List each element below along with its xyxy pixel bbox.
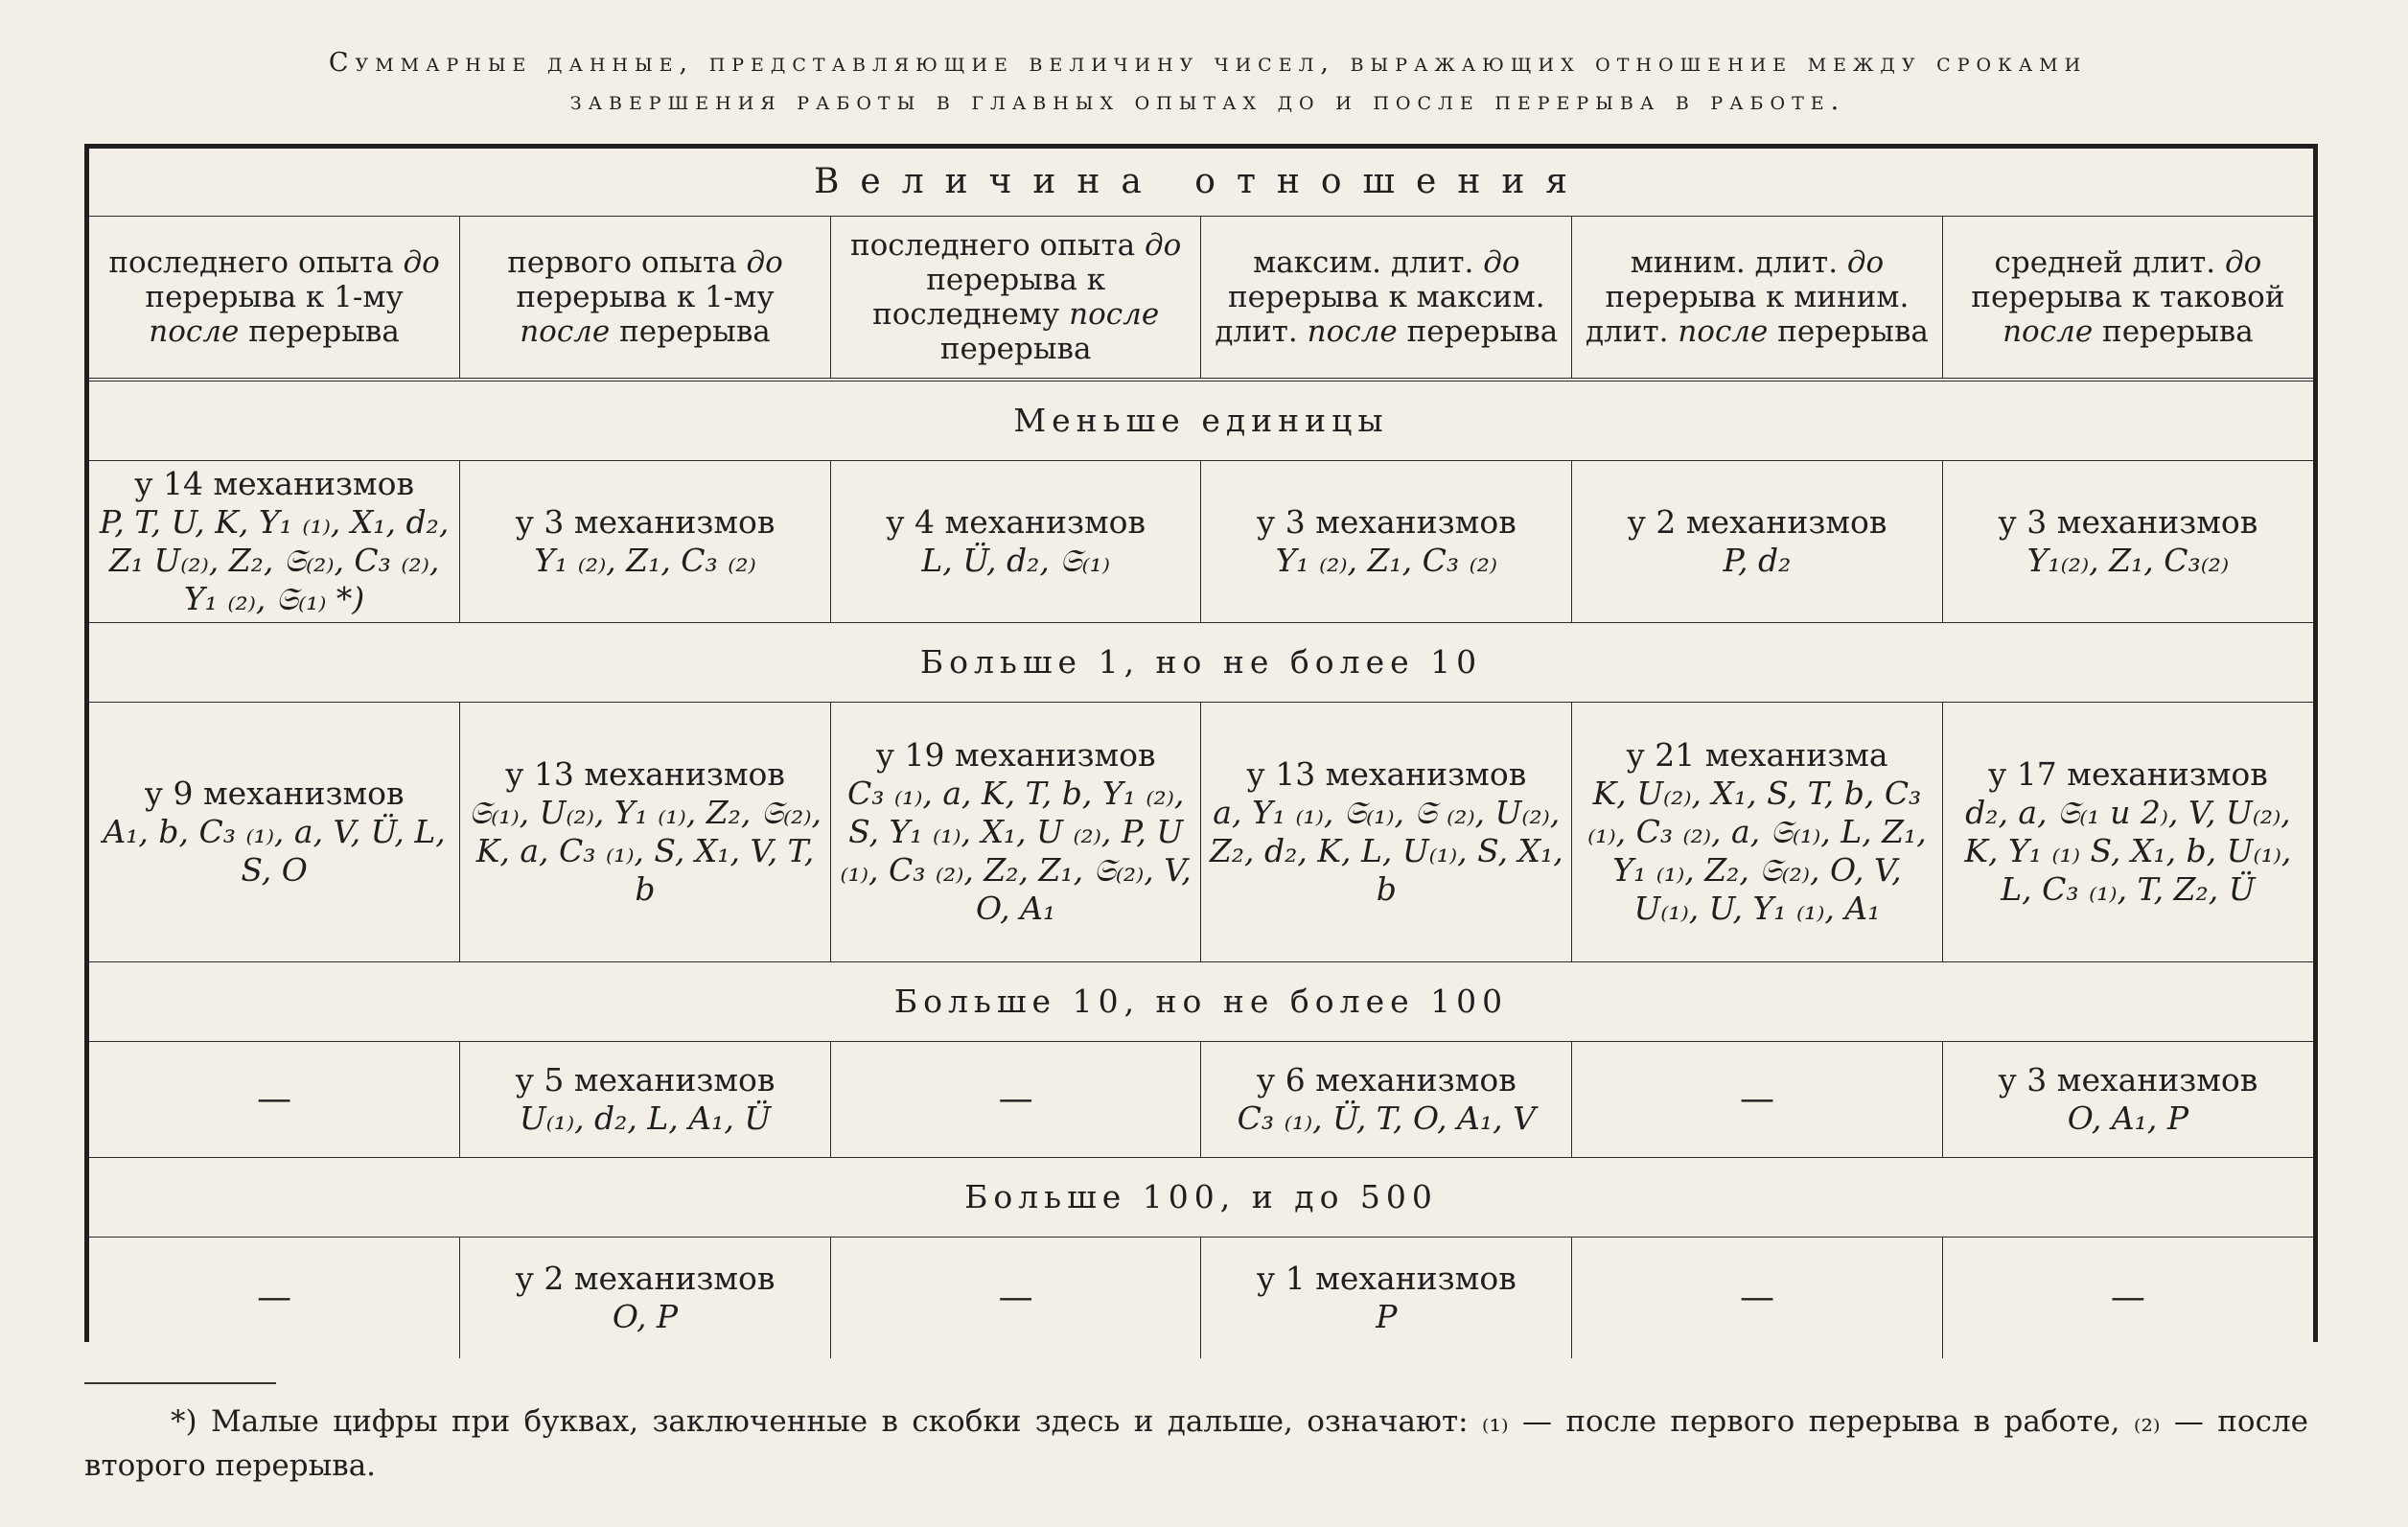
section-header: Больше 10, но не более 100 [89,962,2313,1042]
empty-dash: — [2110,1278,2145,1317]
empty-dash: — [1739,1079,1774,1119]
column-header-5 [1572,217,1943,381]
mechanism-list: a, Y₁ ₍₁₎, 𝔖₍₁₎, 𝔖 ₍₂₎, U₍₂₎, Z₂, d₂, K, L, U₍₁₎, S, X₁, b [1209,794,1563,908]
table-cell [1572,1042,1943,1158]
table-cell [460,703,831,962]
table-cell [89,461,460,623]
table-cell [1942,1042,2313,1158]
mechanism-count: у 14 механизмов [134,465,415,502]
column-header-text: до [403,245,440,280]
column-header-text: последнего опыта [108,245,404,280]
mechanism-count: у 19 механизмов [875,736,1156,774]
mechanism-count: у 17 механизмов [1987,755,2268,793]
column-header-text: после [1307,314,1398,349]
column-header-text: после [1678,314,1769,349]
mechanism-count: у 3 механизмов [515,503,776,541]
column-header-text: перерыва [239,314,400,349]
column-header-text: перерыва к 1-му [145,280,404,314]
table-row [89,461,2313,623]
table-cell [460,1042,831,1158]
mechanism-count: у 3 механизмов [1256,503,1517,541]
column-header-text: после [149,314,240,349]
table-cell [1201,703,1572,962]
mechanism-list: P, T, U, K, Y₁ ₍₁₎, X₁, d₂, Z₁ U₍₂₎, Z₂, 𝔖₍₂₎, C₃ ₍₂₎, Y₁ ₍₂₎, 𝔖₍₁₎ *) [99,503,450,617]
mechanism-count: у 3 механизмов [1998,1061,2258,1099]
mechanism-list: P [1376,1298,1398,1335]
mechanism-count: у 2 механизмов [515,1260,776,1297]
mechanism-list: Y₁ ₍₂₎, Z₁, C₃ ₍₂₎ [1275,542,1498,579]
empty-dash: — [257,1079,292,1119]
document-title [77,44,2339,121]
table-cell [1942,703,2313,962]
column-header-text: перерыва [610,314,771,349]
table-cell [1942,1238,2313,1359]
empty-dash: — [1739,1278,1774,1317]
column-header-text: последнего опыта [849,228,1146,263]
mechanism-list: P, d₂ [1723,542,1792,579]
mechanism-list: C₃ ₍₁₎, Ü, T, O, A₁, V [1237,1099,1536,1137]
table-cell [830,1238,1201,1359]
mechanism-list: U₍₁₎, d₂, L, A₁, Ü [519,1099,772,1137]
column-header-text: до [746,245,783,280]
column-header-text: первого опыта [507,245,747,280]
mechanism-count: у 9 механизмов [144,775,405,812]
mechanism-count: у 13 механизмов [504,755,785,793]
mechanism-list: Y₁ ₍₂₎, Z₁, C₃ ₍₂₎ [534,542,756,579]
column-header-text: перерыва [2093,314,2254,349]
section-header: Больше 1, но не более 10 [89,623,2313,703]
table-cell [830,703,1201,962]
ratio-table-frame [84,144,2318,1342]
mechanism-list: C₃ ₍₁₎, a, K, T, b, Y₁ ₍₂₎, S, Y₁ ₍₁₎, X₁, U ₍₂₎, P, U ₍₁₎, C₃ ₍₂₎, Z₂, Z₁, 𝔖₍₂₎, V, O, A₁ [840,775,1192,927]
column-header-text: перерыва [939,332,1092,366]
empty-dash: — [998,1079,1033,1119]
column-header-text: перерыва к 1-му [516,280,775,314]
footnote-divider [84,1382,276,1384]
column-header-3 [830,217,1201,381]
column-header-4 [1201,217,1572,381]
mechanism-list: O, A₁, P [2067,1099,2189,1137]
table-cell [460,1238,831,1359]
section-header: Меньше единицы [89,380,2313,461]
table-row [89,1238,2313,1359]
title-line-2: завершения работы в главных опытах до и после перерыва в работе. [569,86,1846,116]
mechanism-list: O, P [612,1298,679,1335]
table-cell [1572,1238,1943,1359]
table-row [89,1042,2313,1158]
column-header-6 [1942,217,2313,381]
column-header-text: после [1069,297,1160,332]
column-header-text: перерыва к максим. длит. [1215,280,1545,349]
mechanism-count: у 2 механизмов [1627,503,1887,541]
mechanism-list: K, U₍₂₎, X₁, S, T, b, C₃ ₍₁₎, C₃ ₍₂₎, a, 𝔖₍₁₎, L, Z₁, Y₁ ₍₁₎, Z₂, 𝔖₍₂₎, O, V, U₍₁₎, U, Y₁ ₍₁₎, A₁ [1587,775,1927,927]
table-cell [460,461,831,623]
column-header-text: перерыва к последнему [872,263,1106,332]
mechanism-count: у 5 механизмов [515,1061,776,1099]
table-cell [89,1042,460,1158]
table-cell [830,461,1201,623]
table-cell [1572,703,1943,962]
mechanism-count: у 21 механизма [1626,736,1888,774]
table-cell [89,703,460,962]
column-header-text: перерыва [1397,314,1559,349]
column-header-text: до [1483,245,1520,280]
title-line-1: Суммарные данные, представляющие величину чисел, выражающих отношение между сроками [328,48,2088,78]
footnote: *) Малые цифры при буквах, заключенные в скобки здесь и дальше, означают: ₍₁₎ — после первого перерыва в работе, ₍₂₎ — после второго перерыва. [84,1404,2308,1483]
mechanism-count: у 13 механизмов [1246,755,1527,793]
ratio-table [89,149,2313,1358]
mechanism-list: 𝔖₍₁₎, U₍₂₎, Y₁ ₍₁₎, Z₂, 𝔖₍₂₎, K, a, C₃ ₍₁₎, S, X₁, V, T, b [468,794,822,908]
column-header-text: до [1145,228,1182,263]
table-cell [1572,461,1943,623]
column-header-text: после [520,314,611,349]
column-header-text: максим. длит. [1253,245,1484,280]
column-header-text: до [1846,245,1885,280]
empty-dash: — [998,1278,1033,1317]
mechanism-list: A₁, b, C₃ ₍₁₎, a, V, Ü, L, S, O [103,813,446,889]
mechanism-list: Y₁₍₂₎, Z₁, C₃₍₂₎ [2026,542,2230,579]
table-cell [1201,1042,1572,1158]
mechanism-list: L, Ü, d₂, 𝔖₍₁₎ [921,542,1110,579]
section-header: Больше 100, и до 500 [89,1158,2313,1238]
column-header-text: перерыва к таковой [1971,280,2285,314]
table-top-header: Величина отношения [89,149,2313,217]
table-cell [830,1042,1201,1158]
mechanism-count: у 4 механизмов [886,503,1146,541]
column-header-text: до [2224,245,2262,280]
column-header-2 [460,217,831,381]
mechanism-list: d₂, a, 𝔖₍₁ и 2₎, V, U₍₂₎, K, Y₁ ₍₁₎ S, X₁, b, U₍₁₎, L, C₃ ₍₁₎, T, Z₂, Ü [1964,794,2292,908]
table-cell [1201,1238,1572,1359]
mechanism-count: у 6 механизмов [1256,1061,1517,1099]
column-header-text: миним. длит. [1630,245,1847,280]
table-cell [1942,461,2313,623]
table-cell [1201,461,1572,623]
mechanism-count: у 3 механизмов [1998,503,2258,541]
column-header-text: средней длит. [1994,245,2225,280]
column-header-text: перерыва к миним. длит. [1586,280,1910,349]
empty-dash: — [257,1278,292,1317]
table-row [89,703,2313,962]
table-cell [89,1238,460,1359]
mechanism-count: у 1 механизмов [1256,1260,1517,1297]
column-header-text: перерыва [1768,314,1929,349]
column-header-1 [89,217,460,381]
column-header-text: после [2003,314,2094,349]
